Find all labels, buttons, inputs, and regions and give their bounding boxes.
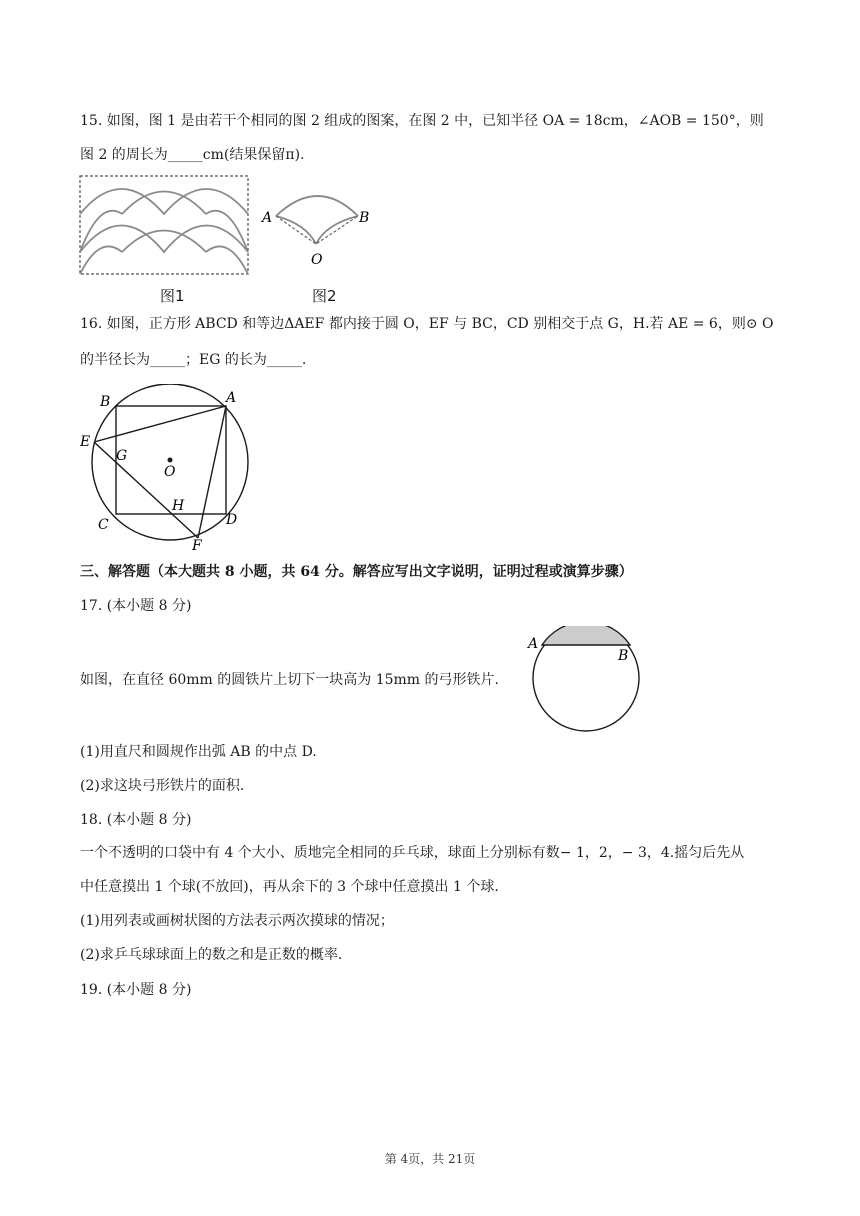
label-A: A bbox=[226, 390, 237, 406]
label-F: F bbox=[192, 538, 202, 554]
q18-line2: 中任意摸出 1 个球(不放回)，再从余下的 3 个球中任意摸出 1 个球. bbox=[80, 879, 499, 895]
q17-title: 17. (本小题 8 分) bbox=[80, 598, 192, 614]
label-D: D bbox=[226, 512, 238, 528]
q19-title: 19. (本小题 8 分) bbox=[80, 982, 192, 998]
q17-body: 如图，在直径 60mm 的圆铁片上切下一块高为 15mm 的弓形铁片. bbox=[80, 672, 499, 688]
label-O: O bbox=[164, 464, 176, 480]
q18-part1: (1)用列表或画树状图的方法表示两次摸球的情况； bbox=[80, 913, 394, 929]
label-O: O bbox=[311, 252, 323, 268]
label-G: G bbox=[116, 448, 128, 464]
label-B: B bbox=[618, 648, 629, 664]
figure-2-caption: 图2 bbox=[312, 287, 337, 305]
q15-line2: 图 2 的周长为_____cm(结果保留π). bbox=[80, 147, 305, 163]
section-3-heading: 三、解答题（本大题共 8 小题，共 64 分。解答应写出文字说明，证明过程或演算步骤） bbox=[80, 564, 633, 580]
label-B: B bbox=[100, 394, 111, 410]
label-H: H bbox=[172, 498, 185, 514]
q16-line1: 16. 如图，正方形 ABCD 和等边ΔAEF 都内接于圆 O，EF 与 BC，CD 别相交于点 G，H.若 AE = 6，则⊙ O bbox=[80, 316, 774, 332]
q17-part1: (1)用直尺和圆规作出弧 AB 的中点 D. bbox=[80, 744, 317, 760]
label-A: A bbox=[528, 636, 539, 652]
q17-part2: (2)求这块弓形铁片的面积. bbox=[80, 778, 245, 794]
label-A: A bbox=[262, 210, 273, 226]
label-B: B bbox=[359, 210, 370, 226]
page-footer: 第 4页，共 21页 bbox=[384, 1152, 476, 1166]
figure-16-circle-square-triangle bbox=[76, 384, 256, 554]
q18-title: 18. (本小题 8 分) bbox=[80, 812, 192, 828]
figure-1-scale-pattern bbox=[78, 174, 250, 276]
figure-17-circle-segment bbox=[522, 626, 652, 736]
q18-part2: (2)求乒乓球球面上的数之和是正数的概率. bbox=[80, 947, 343, 963]
label-E: E bbox=[80, 434, 91, 450]
q18-line1: 一个不透明的口袋中有 4 个大小、质地完全相同的乒乓球，球面上分别标有数− 1，2，− 3，4.摇匀后先从 bbox=[80, 845, 745, 861]
figure-2-sector bbox=[258, 192, 378, 272]
q15-line1: 15. 如图，图 1 是由若干个相同的图 2 组成的图案，在图 2 中，已知半径 OA = 18cm，∠AOB = 150°，则 bbox=[80, 113, 764, 129]
label-C: C bbox=[98, 517, 109, 533]
figure-1-caption: 图1 bbox=[160, 287, 185, 305]
q16-line2: 的半径长为_____；EG 的长为_____. bbox=[80, 352, 307, 368]
